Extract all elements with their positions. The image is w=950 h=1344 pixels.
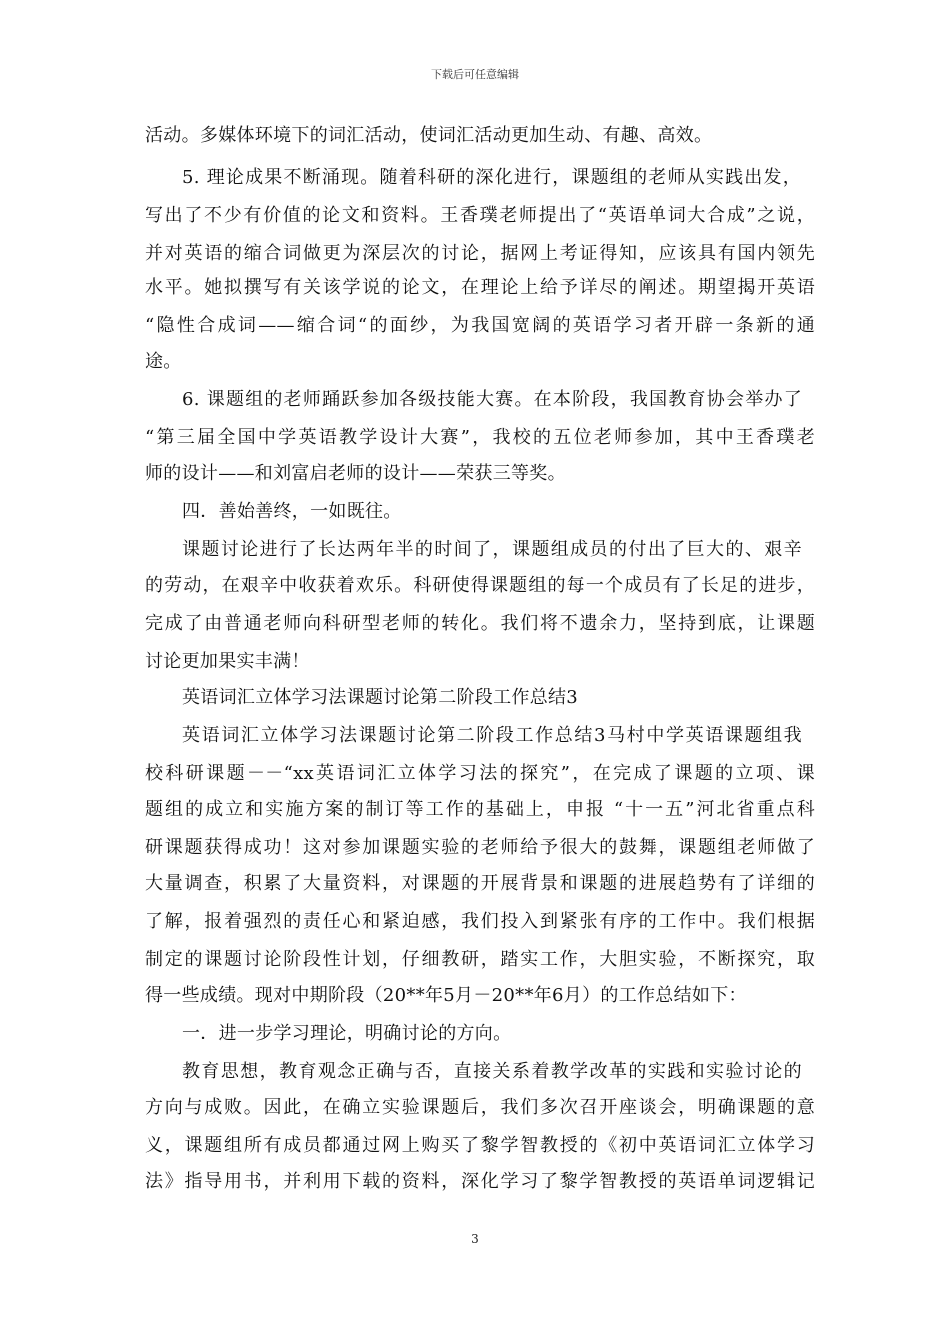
page-header: 下载后可任意编辑: [431, 68, 519, 81]
section-heading: 四．善始善终，一如既往。: [182, 501, 402, 522]
text-line: 的劳动，在艰辛中收获着欢乐。科研使得课题组的每一个成员有了长足的进步，: [145, 575, 815, 596]
text-line: 并对英语的缩合词做更为深层次的讨论，据网上考证得知，应该具有国内领先: [145, 243, 815, 264]
text-line: 得一些成绩。现对中期阶段（20**年5月－20**年6月）的工作总结如下：: [145, 985, 747, 1006]
text-line: 课题讨论进行了长达两年半的时间了，课题组成员的付出了巨大的、艰辛: [182, 539, 802, 560]
text-line: 大量调查，积累了大量资料，对课题的开展背景和课题的进展趋势有了详细的: [145, 873, 815, 894]
text-line: 活动。多媒体环境下的词汇活动，使词汇活动更加生动、有趣、高效。: [145, 125, 713, 146]
section-title: 英语词汇立体学习法课题讨论第二阶段工作总结3: [182, 687, 579, 708]
text-line: 制定的课题讨论阶段性计划，仔细教研，踏实工作，大胆实验，不断探究，取: [145, 949, 815, 970]
text-line: 研课题获得成功！这对参加课题实验的老师给予很大的鼓舞，课题组老师做了: [145, 837, 815, 858]
text-line: 写出了不少有价值的论文和资料。王香璞老师提出了“英语单词大合成”之说，: [145, 205, 815, 226]
text-line: 5. 理论成果不断涌现。随着科研的深化进行，课题组的老师从实践出发，: [182, 167, 801, 188]
text-line: 法》指导用书，并利用下载的资料，深化学习了黎学智教授的英语单词逻辑记: [145, 1171, 815, 1192]
text-line: 师的设计——和刘富启老师的设计——荣获三等奖。: [145, 463, 566, 484]
text-line: “隐性合成词——缩合词“的面纱，为我国宽阔的英语学习者开辟一条新的通: [145, 315, 815, 336]
text-line: 题组的成立和实施方案的制订等工作的基础上，申报 “十一五”河北省重点科: [145, 799, 815, 820]
text-line: “第三届全国中学英语教学设计大赛”，我校的五位老师参加，其中王香璞老: [145, 427, 815, 448]
text-line: 完成了由普通老师向科研型老师的转化。我们将不遗余力，坚持到底，让课题: [145, 613, 815, 634]
text-line: 英语词汇立体学习法课题讨论第二阶段工作总结3马村中学英语课题组我: [182, 725, 802, 746]
text-line: 教育思想，教育观念正确与否，直接关系着教学改革的实践和实验讨论的: [182, 1061, 802, 1082]
text-line: 水平。她拟撰写有关该学说的论文，在理论上给予详尽的阐述。期望揭开英语: [145, 277, 815, 298]
section-heading: 一．进一步学习理论，明确讨论的方向。: [182, 1023, 512, 1044]
text-line: 6. 课题组的老师踊跃参加各级技能大赛。在本阶段，我国教育协会举办了: [182, 389, 802, 410]
page-number: 3: [471, 1232, 479, 1246]
text-line: 方向与成败。因此，在确立实验课题后，我们多次召开座谈会，明确课题的意: [145, 1097, 815, 1118]
text-line: 途。: [145, 351, 182, 372]
text-line: 了解，报着强烈的责任心和紧迫感，我们投入到紧张有序的工作中。我们根据: [145, 911, 815, 932]
text-line: 讨论更加果实丰满！: [145, 651, 310, 672]
text-line: 校科研课题－－“xx英语词汇立体学习法的探究”，在完成了课题的立项、课: [145, 763, 815, 784]
text-line: 义，课题组所有成员都通过网上购买了黎学智教授的《初中英语词汇立体学习: [145, 1135, 815, 1156]
